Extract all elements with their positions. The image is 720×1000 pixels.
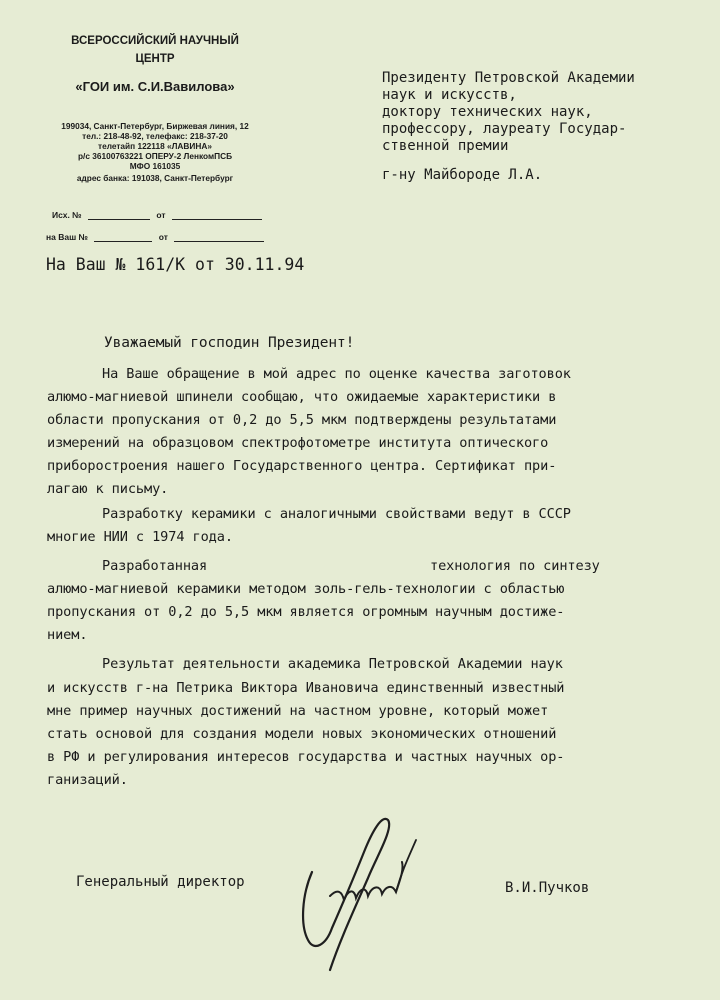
body-line: приборостроения нашего Государственного центра. Сертификат при- — [47, 458, 557, 474]
letterhead-address-line: МФО 161035 — [129, 161, 181, 171]
body-line: области пропускания от 0,2 до 5,5 мкм подтверждены результатами — [47, 412, 557, 428]
body-line: и искусств г-на Петрика Виктора Ивановича единственный известный — [47, 680, 565, 696]
incoming-date-blank — [174, 232, 264, 242]
outgoing-date-label: от — [156, 210, 166, 220]
body-line: На Ваше обращение в мой адрес по оценке качества заготовок — [102, 366, 571, 382]
body-line: в РФ и регулирования интересов государства и частных научных ор- — [47, 749, 565, 765]
letterhead-org-line1: ВСЕРОССИЙСКИЙ НАУЧНЫЙ — [71, 35, 239, 47]
addressee-line: г-ну Майбороде Л.А. — [382, 167, 543, 183]
body-line: ганизаций. — [47, 772, 128, 788]
outgoing-number-blank — [88, 210, 150, 220]
incoming-date-label: от — [158, 232, 168, 242]
addressee-line: наук и искусств, — [382, 87, 517, 103]
letterhead-org-line2: ЦЕНТР — [135, 53, 175, 65]
outgoing-date-blank — [172, 210, 262, 220]
body-line: алюмо-магниевой шпинели сообщаю, что ожидаемые характеристики в — [47, 389, 557, 405]
incoming-number-field — [46, 232, 264, 242]
body-line: Результат деятельности академика Петровской Академии наук — [102, 656, 563, 672]
addressee-line: профессору, лауреату Государ- — [382, 121, 627, 137]
addressee-block — [382, 70, 712, 184]
body-line: измерений на образцовом спектрофотометре института оптического — [47, 435, 549, 451]
outgoing-number-label: Исх. № — [52, 210, 82, 220]
signatory-position: Генеральный директор — [76, 874, 245, 890]
body-line: пропускания от 0,2 до 5,5 мкм является огромным научным достиже- — [47, 604, 565, 620]
incoming-number-label: на Ваш № — [46, 232, 89, 242]
body-line: нием. — [47, 627, 88, 643]
letterhead-address-line: р/с 36100763221 ОПЕРУ-2 ЛенкомПСБ — [77, 151, 233, 161]
salutation: Уважаемый господин Президент! — [104, 335, 355, 351]
letterhead-address-line: телетайп 122118 «ЛАВИНА» — [98, 141, 212, 151]
signatory-name: В.И.Пучков — [505, 880, 590, 896]
letterhead-organization — [40, 32, 270, 68]
outgoing-number-field — [52, 210, 262, 220]
handwritten-signature — [290, 800, 430, 980]
body-line: Разработанная — [102, 558, 208, 574]
body-line: лагаю к письму. — [47, 481, 169, 497]
addressee-line: доктору технических наук, — [382, 104, 593, 120]
body-line: мне пример научных достижений на частном уровне, который может — [47, 703, 549, 719]
body-line: стать основой для создания модели новых экономических отношений — [47, 726, 557, 742]
incoming-number-blank — [94, 232, 152, 242]
reply-reference: На Ваш № 161/К от 30.11.94 — [46, 255, 305, 274]
letterhead-institute: «ГОИ им. С.И.Вавилова» — [75, 79, 235, 94]
addressee-line: Президенту Петровской Академии — [382, 70, 635, 86]
letterhead-address-line: адрес банка: 191038, Санкт-Петербург — [76, 173, 234, 183]
body-line: Разработку керамики с аналогичными свойствами ведут в СССР — [102, 506, 571, 522]
body-line: алюмо-магниевой керамики методом золь-гель-технологии с областью — [47, 581, 565, 597]
body-line: многие НИИ с 1974 года. — [47, 529, 233, 545]
addressee-line: ственной премии — [382, 138, 509, 154]
letterhead-address-line: 199034, Санкт-Петербург, Биржевая линия, 12 — [61, 121, 249, 131]
letterhead-address-line: тел.: 218-48-92, телефакс: 218-37-20 — [82, 131, 228, 141]
body-line: технология по синтезу — [430, 558, 600, 574]
